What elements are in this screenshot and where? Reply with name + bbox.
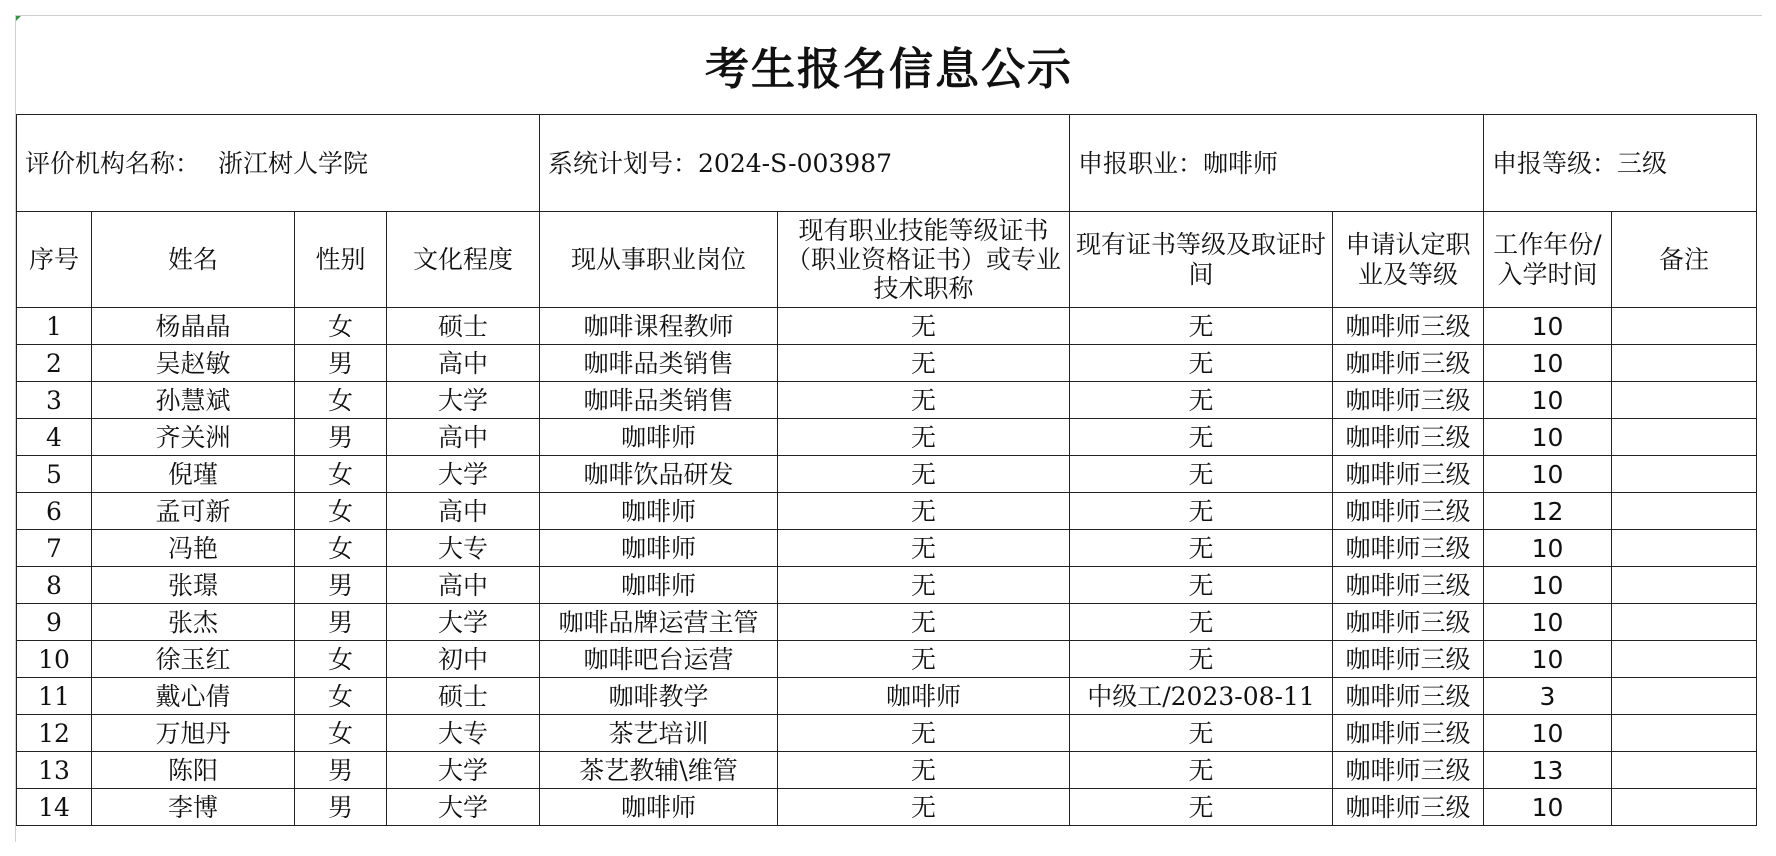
table-row: [17, 752, 1757, 789]
cell-edu: 大专: [387, 715, 540, 752]
table-row: [17, 604, 1757, 641]
table-row: [17, 345, 1757, 382]
cell-years: 10: [1484, 641, 1612, 678]
cell-years: 10: [1484, 456, 1612, 493]
applicant-table: [16, 114, 1757, 826]
cell-cert: 无: [778, 641, 1070, 678]
cell-years: 12: [1484, 493, 1612, 530]
cell-gender: 女: [295, 493, 387, 530]
cell-name: 冯艳: [92, 530, 295, 567]
cell-note: [1612, 530, 1757, 567]
cell-name: 李博: [92, 789, 295, 826]
cell-no: 12: [17, 715, 92, 752]
column-header: 序号: [17, 212, 92, 308]
cell-no: 7: [17, 530, 92, 567]
cell-note: [1612, 604, 1757, 641]
cell-cert: 无: [778, 567, 1070, 604]
column-header: 现有证书等级及取证时间: [1070, 212, 1333, 308]
cell-no: 13: [17, 752, 92, 789]
cell-note: [1612, 419, 1757, 456]
cell-edu: 大学: [387, 604, 540, 641]
column-header: 性别: [295, 212, 387, 308]
cell-edu: 大专: [387, 530, 540, 567]
cell-name: 吴赵敏: [92, 345, 295, 382]
cell-no: 9: [17, 604, 92, 641]
cell-note: [1612, 752, 1757, 789]
cell-note: [1612, 641, 1757, 678]
cell-gender: 女: [295, 530, 387, 567]
column-header: 申请认定职业及等级: [1333, 212, 1484, 308]
cell-apply: 咖啡师三级: [1333, 382, 1484, 419]
cell-cert: 无: [778, 530, 1070, 567]
table-row: [17, 530, 1757, 567]
cell-no: 4: [17, 419, 92, 456]
cell-cert: 无: [778, 604, 1070, 641]
cell-gender: 女: [295, 715, 387, 752]
cell-cert: 无: [778, 456, 1070, 493]
table-row: [17, 678, 1757, 715]
cell-apply: 咖啡师三级: [1333, 789, 1484, 826]
cell-years: 10: [1484, 382, 1612, 419]
cell-apply: 咖啡师三级: [1333, 308, 1484, 345]
table-row: [17, 567, 1757, 604]
table-row: [17, 493, 1757, 530]
level-label: 申报等级：: [1492, 148, 1618, 178]
cell-name: 倪瑾: [92, 456, 295, 493]
cell-name: 万旭丹: [92, 715, 295, 752]
cell-gender: 男: [295, 345, 387, 382]
cell-apply: 咖啡师三级: [1333, 678, 1484, 715]
occupation-value: 咖啡师: [1203, 148, 1279, 178]
cell-gender: 男: [295, 604, 387, 641]
cell-edu: 高中: [387, 345, 540, 382]
cell-cert-time: 无: [1070, 567, 1333, 604]
table-row: [17, 456, 1757, 493]
page-title: 考生报名信息公示: [705, 44, 1073, 95]
table-row: [17, 308, 1757, 345]
cell-cert: 无: [778, 493, 1070, 530]
cell-job: 咖啡师: [540, 493, 778, 530]
cell-cert: 咖啡师: [778, 678, 1070, 715]
plan-cell: [540, 115, 1070, 212]
cell-cert-time: 无: [1070, 419, 1333, 456]
table-row: [17, 382, 1757, 419]
plan-label: 系统计划号：: [548, 148, 699, 178]
cell-gender: 男: [295, 567, 387, 604]
cell-edu: 硕士: [387, 678, 540, 715]
cell-note: [1612, 715, 1757, 752]
cell-name: 徐玉红: [92, 641, 295, 678]
cell-gender: 男: [295, 419, 387, 456]
cell-cert-time: 无: [1070, 715, 1333, 752]
cell-apply: 咖啡师三级: [1333, 752, 1484, 789]
spreadsheet: [15, 15, 1762, 842]
cell-no: 3: [17, 382, 92, 419]
cell-note: [1612, 567, 1757, 604]
org-label: 评价机构名称：: [25, 148, 201, 178]
cell-note: [1612, 678, 1757, 715]
cell-name: 杨晶晶: [92, 308, 295, 345]
cell-years: 10: [1484, 530, 1612, 567]
cell-name: 张璟: [92, 567, 295, 604]
cell-cert-time: 无: [1070, 345, 1333, 382]
cell-apply: 咖啡师三级: [1333, 641, 1484, 678]
occupation-cell: [1070, 115, 1484, 212]
cell-job: 茶艺教辅\维管: [540, 752, 778, 789]
cell-gender: 女: [295, 641, 387, 678]
header-row: [17, 212, 1757, 308]
cell-note: [1612, 789, 1757, 826]
cell-cert-time: 无: [1070, 530, 1333, 567]
cell-job: 茶艺培训: [540, 715, 778, 752]
cell-edu: 大学: [387, 456, 540, 493]
cell-gender: 女: [295, 308, 387, 345]
cell-note: [1612, 345, 1757, 382]
cell-years: 3: [1484, 678, 1612, 715]
cell-job: 咖啡师: [540, 530, 778, 567]
cell-edu: 初中: [387, 641, 540, 678]
cell-edu: 高中: [387, 493, 540, 530]
cell-job: 咖啡饮品研发: [540, 456, 778, 493]
cell-gender: 女: [295, 678, 387, 715]
cell-years: 10: [1484, 715, 1612, 752]
cell-no: 5: [17, 456, 92, 493]
cell-apply: 咖啡师三级: [1333, 530, 1484, 567]
cell-apply: 咖啡师三级: [1333, 715, 1484, 752]
cell-cert-time: 无: [1070, 789, 1333, 826]
column-header: 文化程度: [387, 212, 540, 308]
cell-years: 10: [1484, 308, 1612, 345]
cell-years: 10: [1484, 789, 1612, 826]
cell-no: 1: [17, 308, 92, 345]
cell-cert: 无: [778, 789, 1070, 826]
table-row: [17, 419, 1757, 456]
cell-cert: 无: [778, 345, 1070, 382]
cell-name: 孙慧斌: [92, 382, 295, 419]
plan-value: 2024-S-003987: [698, 148, 893, 178]
cell-cert-time: 无: [1070, 382, 1333, 419]
cell-cert-time: 无: [1070, 752, 1333, 789]
cell-years: 10: [1484, 567, 1612, 604]
cell-apply: 咖啡师三级: [1333, 419, 1484, 456]
info-row: [17, 115, 1757, 212]
cell-apply: 咖啡师三级: [1333, 456, 1484, 493]
cell-job: 咖啡师: [540, 789, 778, 826]
cell-cert-time: 中级工/2023-08-11: [1070, 678, 1333, 715]
cell-cert: 无: [778, 308, 1070, 345]
cell-no: 11: [17, 678, 92, 715]
level-value: 三级: [1617, 148, 1668, 178]
cell-cert-time: 无: [1070, 641, 1333, 678]
cell-gender: 男: [295, 789, 387, 826]
cell-job: 咖啡师: [540, 567, 778, 604]
org-value: 浙江树人学院: [218, 148, 369, 178]
cell-years: 13: [1484, 752, 1612, 789]
cell-no: 2: [17, 345, 92, 382]
cell-job: 咖啡品类销售: [540, 345, 778, 382]
cell-apply: 咖啡师三级: [1333, 567, 1484, 604]
cell-note: [1612, 382, 1757, 419]
cell-job: 咖啡品类销售: [540, 382, 778, 419]
cell-cert: 无: [778, 715, 1070, 752]
occupation-label: 申报职业：: [1078, 148, 1204, 178]
cell-edu: 硕士: [387, 308, 540, 345]
cell-no: 10: [17, 641, 92, 678]
cell-cert: 无: [778, 752, 1070, 789]
cell-job: 咖啡吧台运营: [540, 641, 778, 678]
cell-cert-time: 无: [1070, 308, 1333, 345]
cell-cert-time: 无: [1070, 493, 1333, 530]
table-row: [17, 715, 1757, 752]
cell-gender: 男: [295, 752, 387, 789]
cell-edu: 高中: [387, 567, 540, 604]
cell-note: [1612, 493, 1757, 530]
cell-edu: 高中: [387, 419, 540, 456]
table-row: [17, 641, 1757, 678]
cell-note: [1612, 456, 1757, 493]
cell-apply: 咖啡师三级: [1333, 493, 1484, 530]
cell-cert-time: 无: [1070, 456, 1333, 493]
cell-name: 张杰: [92, 604, 295, 641]
column-header: 备注: [1612, 212, 1757, 308]
cell-no: 6: [17, 493, 92, 530]
cell-years: 10: [1484, 419, 1612, 456]
column-header: 工作年份/入学时间: [1484, 212, 1612, 308]
column-header: 姓名: [92, 212, 295, 308]
level-cell: [1484, 115, 1757, 212]
cell-cert: 无: [778, 382, 1070, 419]
cell-name: 戴心倩: [92, 678, 295, 715]
cell-edu: 大学: [387, 382, 540, 419]
column-header: 现有职业技能等级证书（职业资格证书）或专业技术职称: [778, 212, 1070, 308]
cell-job: 咖啡教学: [540, 678, 778, 715]
cell-job: 咖啡品牌运营主管: [540, 604, 778, 641]
table-row: [17, 789, 1757, 826]
cell-cert-time: 无: [1070, 604, 1333, 641]
cell-name: 陈阳: [92, 752, 295, 789]
cell-gender: 女: [295, 382, 387, 419]
cell-no: 8: [17, 567, 92, 604]
cell-job: 咖啡师: [540, 419, 778, 456]
cell-job: 咖啡课程教师: [540, 308, 778, 345]
cell-no: 14: [17, 789, 92, 826]
org-cell: [17, 115, 540, 212]
cell-gender: 女: [295, 456, 387, 493]
column-header: 现从事职业岗位: [540, 212, 778, 308]
cell-edu: 大学: [387, 789, 540, 826]
cell-edu: 大学: [387, 752, 540, 789]
cell-note: [1612, 308, 1757, 345]
cell-years: 10: [1484, 345, 1612, 382]
cell-name: 孟可新: [92, 493, 295, 530]
cell-name: 齐关洲: [92, 419, 295, 456]
cell-apply: 咖啡师三级: [1333, 604, 1484, 641]
cell-cert: 无: [778, 419, 1070, 456]
cell-apply: 咖啡师三级: [1333, 345, 1484, 382]
cell-years: 10: [1484, 604, 1612, 641]
